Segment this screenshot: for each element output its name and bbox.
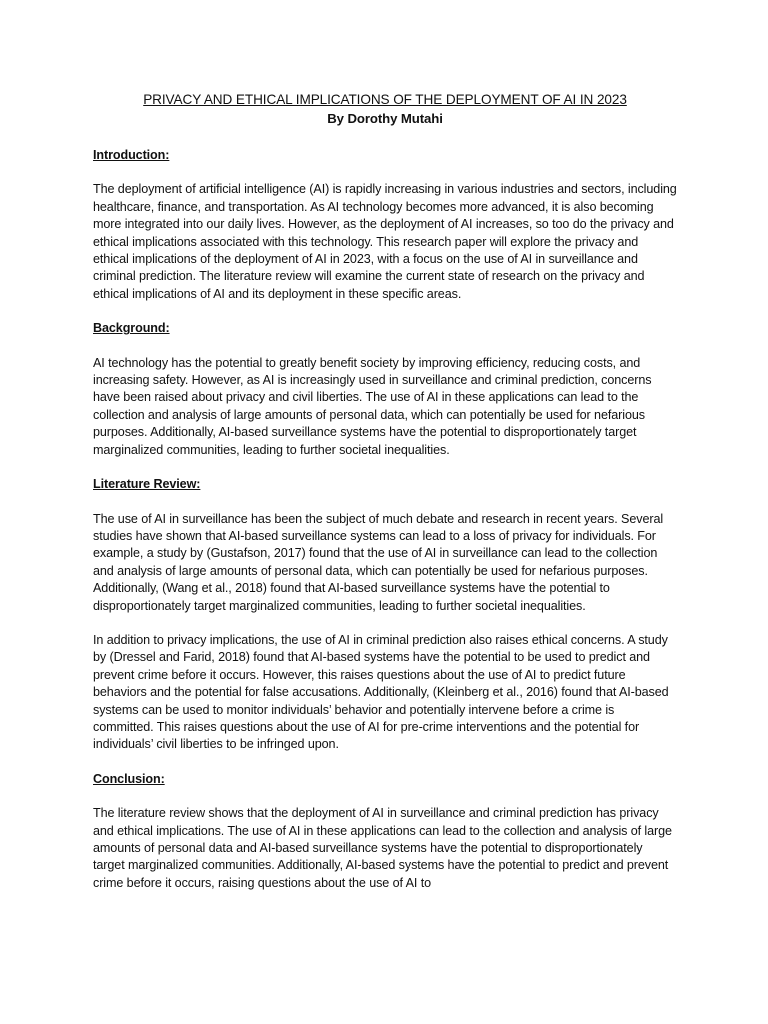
literature-review-paragraph-1: The use of AI in surveillance has been the subject of much debate and research in recent years. Several studies have shown that AI-based surveillance systems can lead to a loss of privacy for individuals. For example, a study by (Gustafson, 2017) found that the use of AI in surveillance can lead to the collection and analysis of large amounts of personal data, which can potentially be used for nefarious purposes. Additionally, (Wang et al., 2018) found that AI-based surveillance systems have the potential to disproportionately target marginalized communities, leading to further societal inequalities. [93,511,664,613]
document-title: PRIVACY AND ETHICAL IMPLICATIONS OF THE DEPLOYMENT OF AI IN 2023 [143,92,627,107]
document-author: By Dorothy Mutahi [327,111,443,126]
document-body [93,90,677,909]
section-heading-background: Background: [93,321,170,336]
section-heading-literature-review: Literature Review: [93,477,201,492]
section-heading-introduction: Introduction: [93,148,170,162]
introduction-paragraph: The deployment of artificial intelligence (AI) is rapidly increasing in various industries and sectors, including healthcare, finance, and transportation. As AI technology becomes more advanced, it is also becoming more integrated into our daily lives. However, as the deployment of AI increases, so too do the privacy and ethical implications associated with this technology. This research paper will explore the privacy and ethical implications of the deployment of AI in 2023, with a focus on the use of AI in surveillance and criminal prediction. The literature review will examine the current state of research on the privacy and ethical implications of AI and its deployment in these specific areas. [93,182,677,301]
conclusion-paragraph: The literature review shows that the deployment of AI in surveillance and criminal prediction has privacy and ethical implications. The use of AI in these applications can lead to the collection and analysis of large amounts of personal data and AI-based surveillance systems have the potential to disproportionately target marginalized communities. Additionally, AI-based systems have the potential to predict and prevent crime before it occurs, raising questions about the use of AI to [93,806,672,890]
title-block [93,90,677,128]
literature-review-paragraph-2: In addition to privacy implications, the use of AI in criminal prediction also raises ethical concerns. A study by (Dressel and Farid, 2018) found that AI-based systems have the potential to be used to predict and prevent crime before it occurs. However, this raises questions about the use of AI to predict future behaviors and the potential for false accusations. Additionally, (Kleinberg et al., 2016) found that AI-based systems can be used to monitor individuals’ behavior and potentially intervene before a crime is committed. This raises questions about the use of AI for pre-crime interventions and the potential for individuals’ civil liberties to be infringed upon. [93,632,669,752]
background-paragraph: AI technology has the potential to greatly benefit society by improving efficiency, reducing costs, and increasing safety. However, as AI is increasingly used in surveillance and criminal prediction, concerns have been raised about privacy and civil liberties. The use of AI in these applications can lead to the collection and analysis of large amounts of personal data, which can potentially be used for nefarious purposes. Additionally, AI-based surveillance systems have the potential to disproportionately target marginalized communities, leading to further societal inequalities. [93,355,652,457]
section-heading-conclusion: Conclusion: [93,771,165,786]
